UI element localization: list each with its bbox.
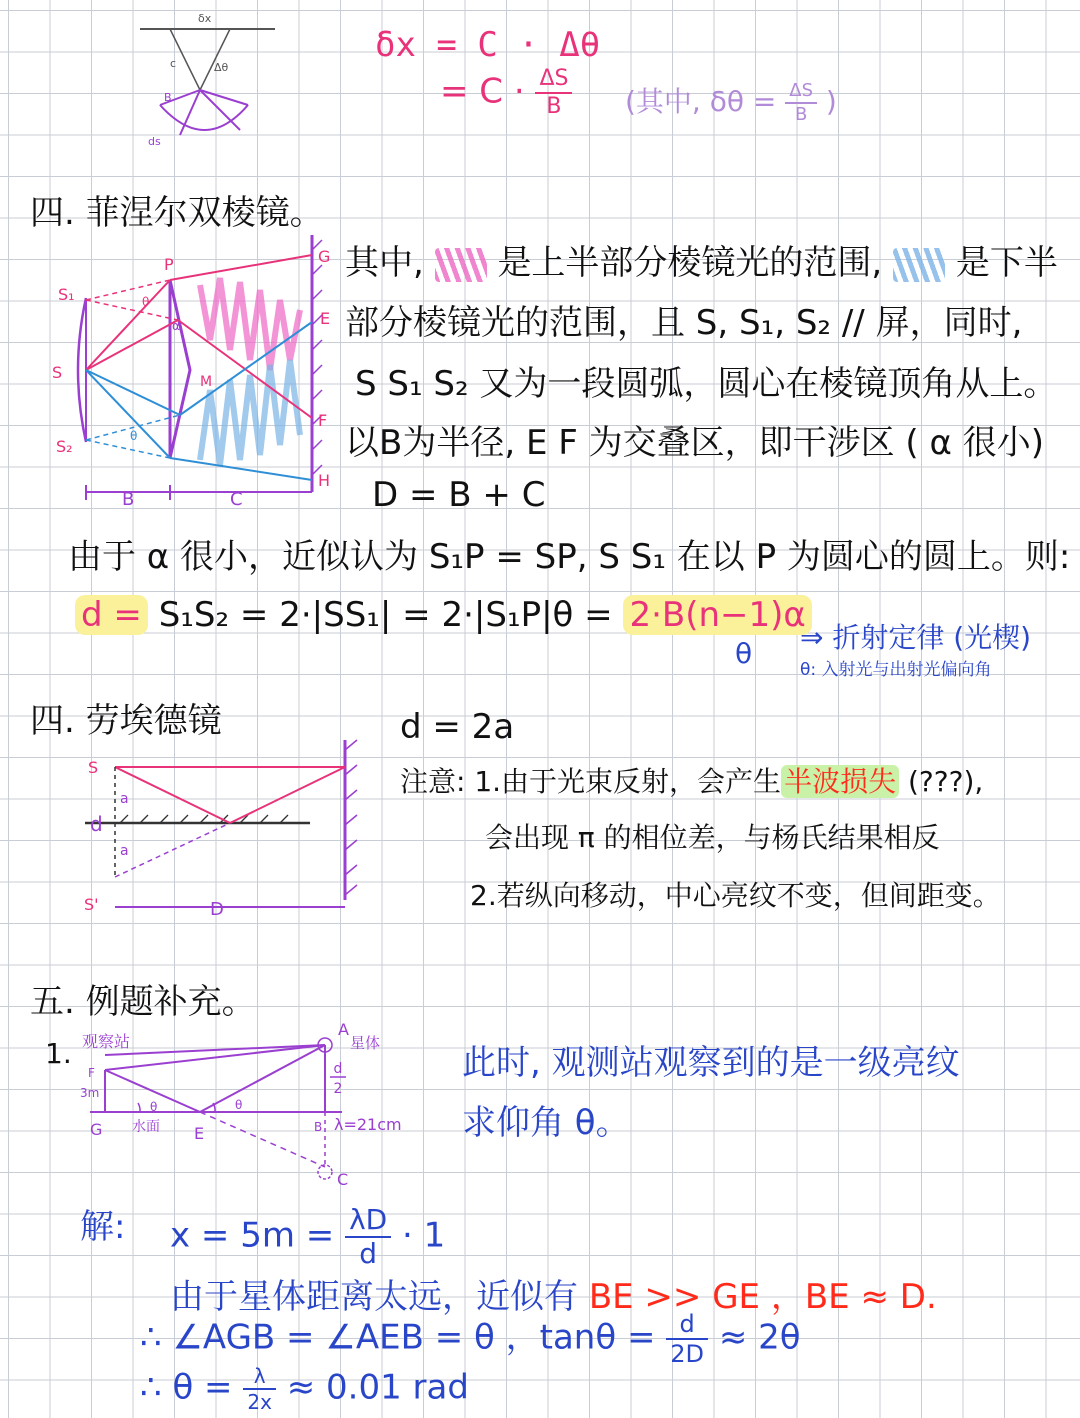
pink-scribble-swatch [435,248,487,282]
example-question-line1: 此时, 观测站观察到的是一级亮纹 [462,1043,960,1083]
fresnel-desc-line1: 其中, 是上半部分棱镜光的范围, 是下半 [345,243,1058,283]
fig-c-label: c [170,57,177,70]
fig-b-label: B [164,91,172,104]
fig-theta-bottom: θ [130,429,138,443]
fig-dx-label: δx [198,12,212,25]
fig-s-label: S [52,363,63,382]
section-heading-fresnel: 四. 菲涅尔双棱镜。 [30,193,324,233]
d-result-highlight: 2·B(n−1)α [623,595,811,635]
fresnel-d-equals: D = B + C [372,475,546,515]
fig-f-label: F [88,1066,95,1080]
fig-dtheta-label: Δθ [214,61,229,74]
fig-s-prime-label: S' [84,895,99,914]
lloyd-mirror-figure [80,735,380,920]
eq-prefix: = C · [440,71,525,112]
solution-line2: 由于星体距离太远，近似有 BE >> GE ，BE ≈ D. [170,1277,937,1317]
fig-alpha-label: α [172,319,180,333]
fig-f-label: F [318,411,328,430]
fig-water-label: 水面 [132,1119,160,1135]
fresnel-approx-line: 由于 α 很小，近似认为 S₁P = SP, S S₁ 在以 P 为圆心的圆上。则: [68,537,1071,577]
arc-sketch-figure [130,5,290,155]
lloyd-note-line2: 会出现 π 的相位差，与杨氏结果相反 [485,821,940,854]
fig-theta-left: θ [150,1100,158,1114]
fig-h-label: H [318,471,331,490]
fig-a-upper: a [120,791,129,807]
blue-scribble-swatch [893,248,945,282]
fig-lambda-label: λ=21cm [334,1115,402,1134]
eq-fraction: $\frac{\Delta S}{B}$ [535,68,572,118]
fresnel-desc-line3: S S₁ S₂ 又为一段圆弧，圆心在棱镜顶角从上。 [355,364,1058,404]
fig-star-label: 星体 [350,1034,381,1052]
fig-c-label: C [337,1170,349,1189]
solution-label: 解: [80,1207,126,1247]
fig-c-dimension: C [230,489,243,510]
half-wave-loss-highlight: 半波损失 [781,765,899,798]
fresnel-desc-line4: 以B为半径, E F 为交叠区，即干涉区 ( α 很小) [345,423,1044,463]
fig-p-label: P [164,255,174,274]
lloyd-note-line1: 注意: 1.由于光束反射，会产生 半波损失 (???), [400,765,984,798]
fig-big-d-label: D [210,899,224,920]
fig-m-label: M [200,374,213,390]
fig-d-half-num: d [333,1061,343,1077]
fig-b-label: B [314,1120,323,1134]
fig-d-half-den: 2 [333,1081,343,1097]
fig-a-lower: a [120,843,129,859]
fig-height-label: 3m [80,1086,100,1100]
sea-interferometer-figure [80,1015,440,1195]
section-heading-lloyd: 四. 劳埃德镜 [30,701,222,741]
section-heading-examples: 五. 例题补充。 [30,982,256,1022]
fresnel-d-derivation: d = S₁S₂ = 2·|SS₁| = 2·|S₁P|θ = 2·B(n−1)α [75,598,812,632]
fig-b-dimension: B [122,489,135,510]
example-number: 1. [45,1037,72,1070]
d-result-theta-denominator: θ [735,637,753,670]
fig-e-label: E [194,1124,205,1143]
fig-station-label: 观察站 [82,1032,131,1051]
fig-e-label: E [320,309,331,328]
fig-s1-label: S₁ [58,285,75,304]
solution-line3: ∴ ∠AGB = ∠AEB = θ ，tanθ = $\frac{d}{2D}$ ≈ 2θ [140,1310,801,1368]
d-highlight: d = [75,595,148,635]
solution-line1: x = 5m = $\frac{\lambda D}{d}$ · 1 [170,1203,446,1270]
fig-d-label: d [90,812,103,836]
fresnel-biprism-figure [50,230,350,510]
lloyd-note-line3: 2.若纵向移动，中心亮纹不变，但间距变。 [470,879,1001,912]
eq-note: (其中, δθ = $\frac{\Delta S}{B}$ ) [625,80,837,125]
fig-s-label: S [88,758,99,777]
eq-dx-line: δx = C · Δθ [375,25,601,65]
fig-g-label: G [318,247,331,266]
fresnel-desc-line2: 部分棱镜光的范围，且 S, S₁, S₂ // 屏，同时, [345,303,1023,343]
fig-g-label: G [90,1120,103,1139]
lloyd-formula: d = 2a [400,707,515,747]
eq-c-line [440,68,572,118]
deviation-angle-note: θ: 入射光与出射光偏向角 [800,660,992,680]
solution-line4: ∴ θ = $\frac{\lambda}{2x}$ ≈ 0.01 rad [140,1364,469,1414]
approximation-red: BE >> GE ，BE ≈ D. [588,1277,937,1317]
example-question-line2: 求仰角 θ。 [462,1103,630,1143]
refraction-law-note: ⇒ 折射定律 (光楔) [800,621,1032,654]
fig-theta-right: θ [235,1098,243,1112]
fig-theta-top: θ [142,295,150,309]
fig-s2-label: S₂ [56,437,73,456]
fig-ds-label: ds [148,135,161,148]
fig-a-label: A [338,1020,349,1039]
